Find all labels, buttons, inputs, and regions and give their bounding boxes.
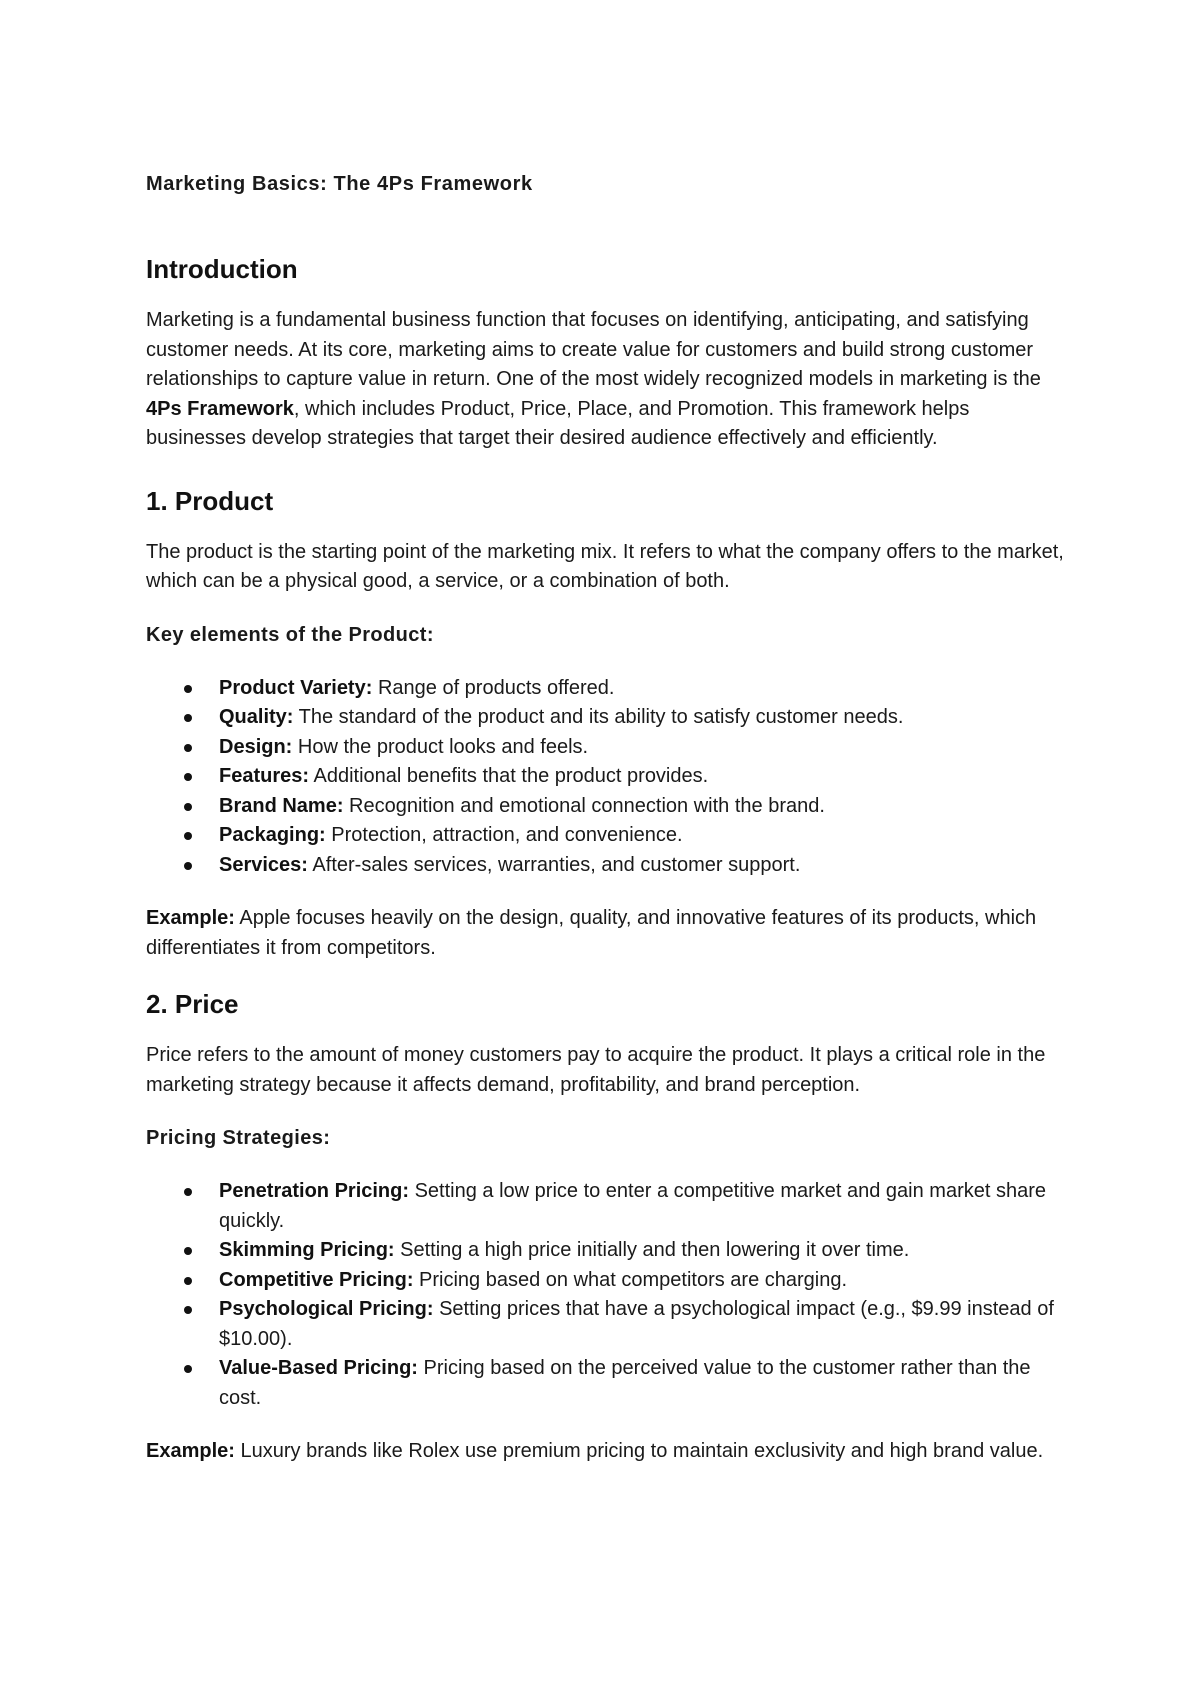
price-heading: 2. Price [146,989,239,1019]
list-item-label: Psychological Pricing: [219,1298,434,1320]
list-item-label: Brand Name: [219,794,344,817]
list-item [219,1295,1070,1354]
product-paragraph: The product is the starting point of the marketing mix. It refers to what the company offers to the market, which can be a physical good, a service, or a combination of both. [146,540,1064,592]
bullet-icon [184,832,192,840]
list-item-text: After-sales services, warranties, and customer support. [307,853,801,876]
bullet-icon [184,1277,192,1285]
example-label: Example: [146,1440,235,1462]
list-item [219,733,1070,763]
example-text: Apple focuses heavily on the design, quality, and innovative features of its products, which differentiates it from competitors. [146,907,1037,959]
list-item-label: Packaging: [219,824,326,846]
list-item [219,1354,1070,1413]
list-item [219,1177,1070,1236]
document-title: Marketing Basics: The 4Ps Framework [146,173,533,195]
product-section [146,484,1070,964]
list-item [219,792,1070,822]
list-item [219,1266,1070,1296]
product-subheading: Key elements of the Product: [146,623,434,646]
intro-heading: Introduction [146,254,298,284]
bullet-icon [184,1306,192,1314]
list-item [219,674,1070,704]
list-item-text: Additional benefits that the product provides. [309,765,709,787]
list-item-label: Skimming Pricing: [219,1239,395,1261]
list-item-label: Value-Based Pricing: [219,1357,418,1379]
list-item-text: Setting prices that have a psychological impact (e.g., $9.99 instead of $10.00). [219,1298,1054,1350]
list-item-label: Competitive Pricing: [219,1268,414,1291]
pricing-strategies-list [146,1177,1070,1413]
product-heading: 1. Product [146,485,274,516]
price-section [146,987,1070,1467]
list-item-text: The standard of the product and its ability to satisfy customer needs. [293,706,904,728]
list-item-text: Pricing based on the perceived value to the customer rather than the cost. [219,1357,1031,1409]
list-item-text: Range of products offered. [372,676,615,699]
product-elements-list [146,674,1070,881]
list-item-label: Penetration Pricing: [219,1180,410,1202]
list-item-text: Setting a high price initially and then lowering it over time. [394,1239,910,1261]
bullet-icon [184,1247,192,1255]
list-item-text: How the product looks and feels. [292,735,589,758]
example-text: Luxury brands like Rolex use premium pricing to maintain exclusivity and high brand value. [234,1440,1044,1462]
list-item [219,821,1070,851]
list-item [219,762,1070,792]
list-item-label: Quality: [219,706,294,728]
list-item-text: Pricing based on what competitors are charging. [413,1268,848,1291]
list-item [219,1236,1070,1266]
list-item-label: Product Variety: [219,676,373,699]
intro-section [146,252,1070,454]
list-item [219,851,1070,881]
product-example [146,904,1070,963]
price-example [146,1437,1070,1467]
intro-bold-framework: 4Ps Framework [146,397,294,420]
list-item-label: Services: [219,853,308,876]
bullet-icon [184,862,192,870]
list-item [219,703,1070,733]
list-item-label: Features: [219,765,310,787]
bullet-icon [184,1188,192,1196]
intro-text-2: , which includes Product, Price, Place, and Promotion. This framework helps businesses develop strategies that target their desired audience effectively and efficiently. [146,397,970,449]
bullet-icon [184,714,192,722]
list-item-text: Protection, attraction, and convenience. [325,824,683,846]
list-item-text: Recognition and emotional connection with the brand. [343,794,825,817]
intro-paragraph [146,306,1070,454]
intro-text-1: Marketing is a fundamental business function that focuses on identifying, anticipating, and satisfying customer needs. At its core, marketing aims to create value for customers and build strong customer relationships to capture value in return. One of the most widely recognized models in marketing is the [146,309,1041,390]
bullet-icon [184,773,192,781]
list-item-label: Design: [219,735,293,758]
price-paragraph: Price refers to the amount of money customers pay to acquire the product. It plays a critical role in the marketing strategy because it affects demand, profitability, and brand perception. [146,1044,1046,1096]
list-item-text: Setting a low price to enter a competitive market and gain market share quickly. [219,1180,1047,1232]
price-subheading: Pricing Strategies: [146,1127,331,1149]
example-label: Example: [146,907,235,929]
bullet-icon [184,1365,192,1373]
bullet-icon [184,803,192,811]
bullet-icon [184,685,192,693]
bullet-icon [184,744,192,752]
